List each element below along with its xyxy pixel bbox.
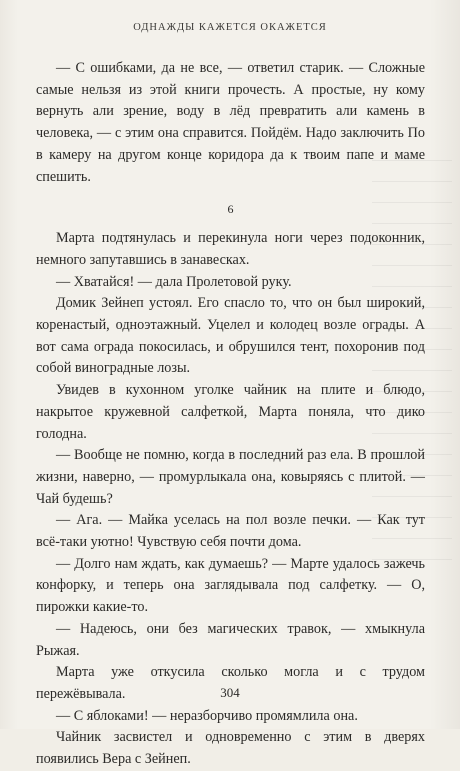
page-number: 304 xyxy=(220,685,240,700)
paragraph: — С яблоками! — неразборчиво промямлила она. xyxy=(56,707,358,724)
running-header: ОДНАЖДЫ КАЖЕТСЯ ОКАЖЕТСЯ xyxy=(133,22,327,33)
paragraph: Марта уже откусила сколько могла и с трудом пережёвывала. xyxy=(36,664,425,702)
paragraph: — Надеюсь, они без магических травок, — хмыкнула Рыжая. xyxy=(36,620,425,659)
paragraph: — Ага. — Майка уселась на пол возле печки. — Как тут всё-таки уютно! Чувствую себя почти дома. xyxy=(36,512,425,551)
section-number: 6 xyxy=(227,202,234,217)
paragraph: Домик Зейнеп устоял. Его спасло то, что он был широкий, коренастый, одноэтажный. Уцелел и колодец возле ограды. А вот сама ограда покосилась, и обрушился тент, похоронив под собой виноградные лозы. xyxy=(36,295,425,377)
paragraph: — Хватайся! — дала Пролетовой руку. xyxy=(56,273,292,290)
paragraph: — Долго нам ждать, как думаешь? — Марте удалось зажечь конфорку, и теперь она заглядывала под салфетку. — О, пирожки какие-то. xyxy=(36,555,425,616)
body-text xyxy=(36,58,425,771)
paragraph: Марта подтянулась и перекинула ноги через подоконник, немного запутавшись в занавесках. xyxy=(36,230,425,268)
paragraph: — С ошибками, да не все, — ответил старик. — Сложные самые нельзя из этой книги прочесть. А простые, ну кому вернуть али зрение, воду в лёд превратить али камень в человека, — с этим она справится. Пойдём. Надо заключить По в камеру на другом конце коридора да к твоим папе и маме спешить. xyxy=(36,60,425,185)
paragraph: — Вообще не помню, когда в последний раз ела. В прошлой жизни, наверно, — промурлыкала она, ковыряясь с плитой. — Чай будешь? xyxy=(36,447,425,507)
paragraph: Увидев в кухонном уголке чайник на плите и блюдо, накрытое кружевной салфеткой, Марта поняла, что дико голодна. xyxy=(36,382,425,442)
paragraph: Чайник засвистел и одновременно с этим в дверях появились Вера с Зейнеп. xyxy=(36,729,425,768)
